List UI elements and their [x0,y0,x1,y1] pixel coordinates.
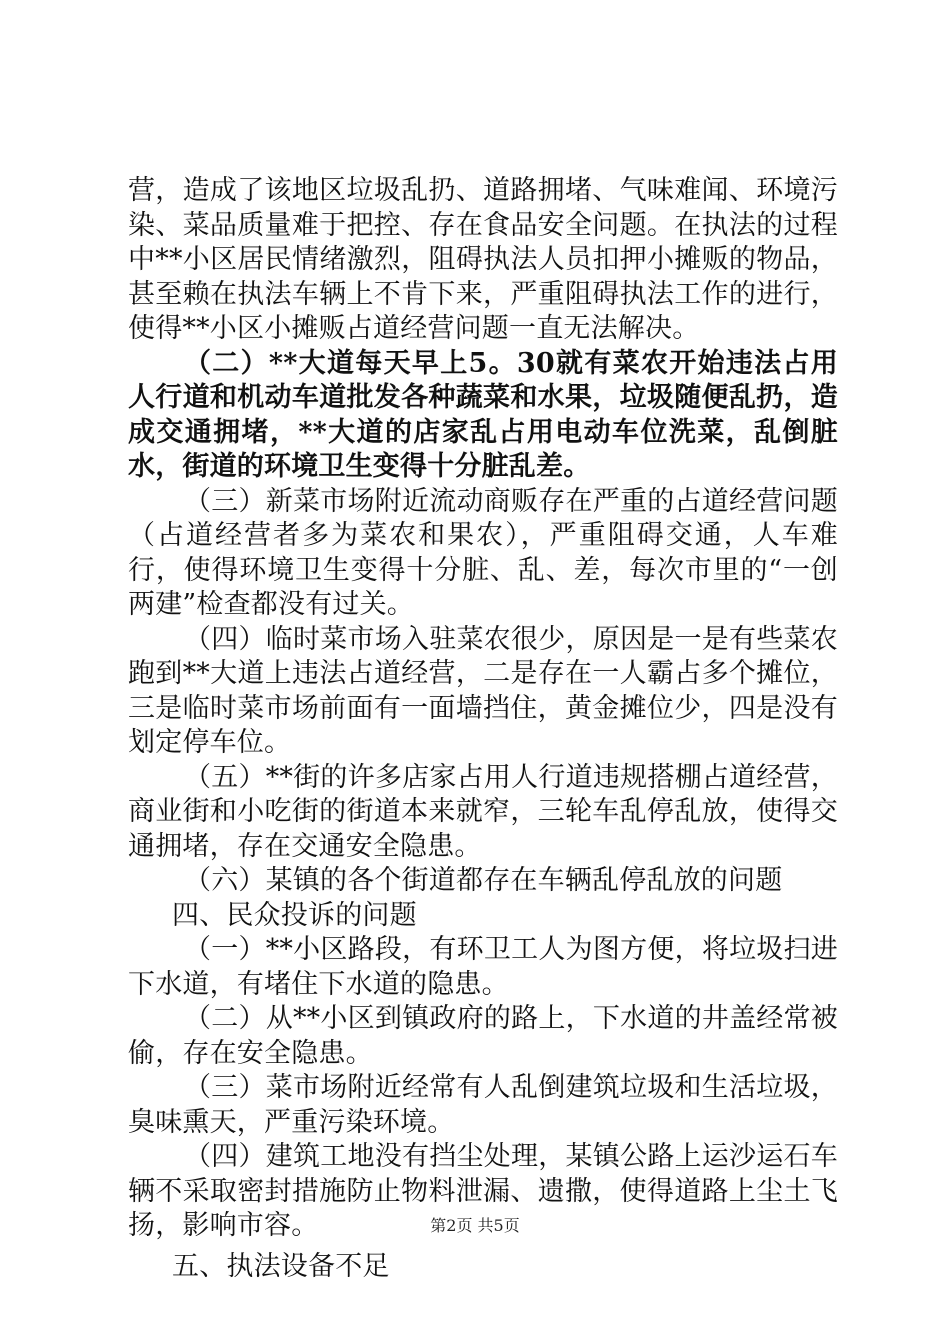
section-heading-4: 四、民众投诉的问题 [172,899,417,931]
section-heading-5: 五、执法设备不足 [172,1250,390,1282]
paragraph-continuation: 营，造成了该地区垃圾乱扔、道路拥堵、气味难闻、环境污染、菜品质量难于把控、存在食品安全问题。在执法的过程中**小区居民情绪激烈，阻碍执法人员扣押小摊贩的物品，甚至赖在执法车辆上不肯下来，严重阻碍执法工作的进行，使得**小区小摊贩占道经营问题一直无法解决。 [128,175,838,344]
paragraph-item-4: （四）临时菜市场入驻菜农很少，原因是一是有些菜农跑到**大道上违法占道经营，二是存在一人霸占多个摊位，三是临时菜市场前面有一面墙挡住，黄金摊位少，四是没有划定停车位。 [128,623,838,758]
paragraph-item-3: （三）新菜市场附近流动商贩存在严重的占道经营问题（占道经营者多为菜农和果农），严重阻碍交通，人车难行，使得环境卫生变得十分脏、乱、差，每次市里的“一创两建”检查都没有过关。 [128,485,838,620]
page-footer [0,1213,950,1236]
paragraph-item-6: （六）某镇的各个街道都存在车辆乱停乱放的问题 [184,865,783,896]
paragraph-item-5: （五）**街的许多店家占用人行道违规搭棚占道经营，商业街和小吃街的街道本来就窄，三轮车乱停乱放，使得交通拥堵，存在交通安全隐患。 [128,761,838,862]
complaint-item-4: （四）建筑工地没有挡尘处理，某镇公路上运沙运石车辆不采取密封措施防止物料泄漏、遗撒，使得道路上尘土飞扬，影响市容。 [128,1141,838,1241]
page-number-label: 第2页 共5页 [430,1216,520,1235]
complaint-item-2: （二）从**小区到镇政府的路上，下水道的井盖经常被偷，存在安全隐患。 [128,1003,838,1069]
paragraph-item-2: （二）**大道每天早上5。30就有菜农开始违法占用人行道和机动车道批发各种蔬菜和水果，垃圾随便乱扔，造成交通拥堵，**大道的店家乱占用电动车位洗菜，乱倒脏水，街道的环境卫生变得十分脏乱差。 [128,347,838,482]
complaint-item-3: （三）菜市场附近经常有人乱倒建筑垃圾和生活垃圾，臭味熏天，严重污染环境。 [128,1072,838,1138]
document-body [128,174,838,1284]
complaint-item-1: （一）**小区路段，有环卫工人为图方便，将垃圾扫进下水道，有堵住下水道的隐患。 [128,934,838,1000]
